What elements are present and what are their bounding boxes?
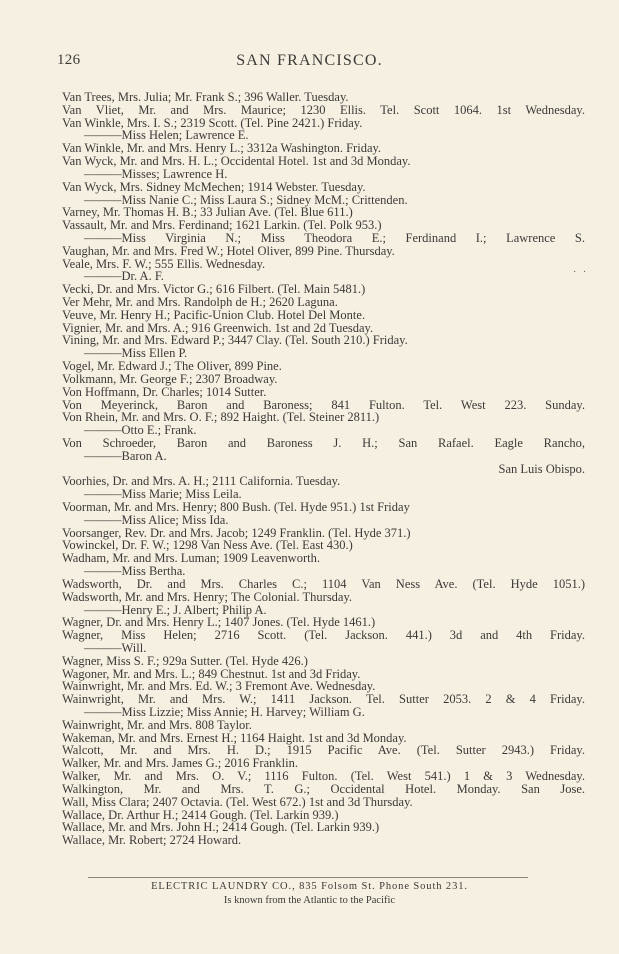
directory-entry-line: Vignier, Mr. and Mrs. A.; 916 Greenwich. 1st and 2d Tuesday. [62, 320, 374, 335]
directory-entry-line: Veale, Mrs. F. W.; 555 Ellis. Wednesday. [62, 256, 266, 271]
margin-dots: · · [573, 267, 589, 278]
page-number: 126 [57, 52, 81, 68]
directory-entry-line: ———Miss Lizzie; Miss Annie; H. Harvey; William G. [84, 705, 365, 719]
footer-divider [88, 877, 528, 878]
directory-entry-line: Vassault, Mr. and Mrs. Ferdinand; 1621 Larkin. (Tel. Polk 953.) [62, 218, 382, 233]
directory-entry-line: Wagoner, Mr. and Mrs. L.; 849 Chestnut. 1st and 3d Friday. [62, 666, 361, 681]
directory-entry-line: Varney, Mr. Thomas H. B.; 33 Julian Ave. (Tel. Blue 611.) [62, 205, 353, 220]
directory-entry-line: Walcott, Mr. and Mrs. H. D.; 1915 Pacific Ave. (Tel. Sutter 2943.) Friday. [62, 743, 585, 758]
directory-entry-line: ———Henry E.; J. Albert; Philip A. [84, 602, 267, 617]
directory-entry-line: Wainwright, Mr. and Mrs. Ed. W.; 3 Fremont Ave. Wednesday. [62, 679, 376, 694]
directory-entry-line: Wallace, Mr. and Mrs. John H.; 2414 Gough. (Tel. Larkin 939.) [62, 820, 380, 835]
directory-entry-line: Van Trees, Mrs. Julia; Mr. Frank S.; 396 Waller. Tuesday. [62, 90, 349, 104]
directory-entry-line: Vogel, Mr. Edward J.; The Oliver, 899 Pine. [62, 359, 282, 374]
directory-entry-line: Wagner, Miss Helen; 2716 Scott. (Tel. Jackson. 441.) 3d and 4th Friday. [62, 628, 585, 643]
directory-entry-line: ———Will. [84, 640, 147, 655]
directory-entry-line: ———Misses; Lawrence H. [84, 166, 228, 181]
directory-entry-line: Voorhies, Dr. and Mrs. A. H.; 2111 California. Tuesday. [62, 474, 341, 489]
directory-entry-line: Walker, Mr. and Mrs. O. V.; 1116 Fulton. (Tel. West 541.) 1 & 3 Wednesday. [62, 769, 585, 784]
directory-entry-line: Wakeman, Mr. and Mrs. Ernest H.; 1164 Haight. 1st and 3d Monday. [62, 730, 407, 745]
footer-company: ELECTRIC LAUNDRY CO., 835 Folsom St. Phone South 231. [151, 881, 468, 892]
page-header [0, 52, 619, 72]
directory-entry-line: Wallace, Mr. Robert; 2724 Howard. [62, 833, 242, 848]
directory-entry-line: ———Dr. A. F. [84, 269, 164, 284]
directory-entry-line: Wadsworth, Mr. and Mrs. Henry; The Colonial. Thursday. [62, 589, 353, 604]
directory-entry-line: Van Winkle, Mr. and Mrs. Henry L.; 3312a Washington. Friday. [62, 141, 382, 156]
directory-entry-line: Van Wyck, Mrs. Sidney McMechen; 1914 Webster. Tuesday. [62, 179, 366, 194]
directory-entry-line: Wall, Miss Clara; 2407 Octavia. (Tel. West 672.) 1st and 3d Thursday. [62, 794, 413, 809]
directory-entry-line: Von Rhein, Mr. and Mrs. O. F.; 892 Haight. (Tel. Steiner 2811.) [62, 410, 380, 425]
directory-entry-line: Van Wyck, Mr. and Mrs. H. L.; Occidental Hotel. 1st and 3d Monday. [62, 154, 411, 169]
page-title: SAN FRANCISCO. [236, 52, 383, 69]
directory-entry-line: Volkmann, Mr. George F.; 2307 Broadway. [62, 371, 278, 386]
directory-entry-line: Von Schroeder, Baron and Baroness J. H.; San Rafael. Eagle Rancho, [62, 435, 585, 450]
directory-entry-line: Wainwright, Mr. and Mrs. W.; 1411 Jackson. Tel. Sutter 2053. 2 & 4 Friday. [62, 692, 585, 707]
directory-entry-line: Vecki, Dr. and Mrs. Victor G.; 616 Filbert. (Tel. Main 5481.) [62, 282, 366, 297]
directory-entry-line: Wainwright, Mr. and Mrs. 808 Taylor. [62, 717, 252, 732]
directory-entry-line: Wadsworth, Dr. and Mrs. Charles C.; 1104 Van Ness Ave. (Tel. Hyde 1051.) [62, 576, 585, 591]
directory-entries [62, 91, 585, 847]
directory-entry-line: Van Winkle, Mrs. I. S.; 2319 Scott. (Tel. Pine 2421.) Friday. [62, 115, 363, 130]
directory-entry-line: ———Otto E.; Frank. [84, 423, 197, 438]
directory-entry-line: ———Baron A. [84, 448, 167, 463]
directory-entry-line: Vaughan, Mr. and Mrs. Fred W.; Hotel Oliver, 899 Pine. Thursday. [62, 243, 395, 258]
directory-entry-line: ———Miss Bertha. [84, 564, 186, 579]
directory-entry-line: ———Miss Marie; Miss Leila. [84, 487, 242, 502]
directory-entry-line: San Luis Obispo. [498, 461, 585, 476]
directory-entry-line: ———Miss Ellen P. [84, 346, 188, 361]
directory-entry-line: Walkington, Mr. and Mrs. T. G.; Occidental Hotel. Monday. San Jose. [62, 781, 585, 796]
directory-entry-line: Wagner, Dr. and Mrs. Henry L.; 1407 Jones. (Tel. Hyde 1461.) [62, 615, 376, 630]
directory-entry-line: ———Miss Alice; Miss Ida. [84, 512, 229, 527]
footer-advertisement [0, 880, 619, 908]
directory-entry-line: Wallace, Dr. Arthur H.; 2414 Gough. (Tel. Larkin 939.) [62, 807, 339, 822]
directory-entry-line: Voorsanger, Rev. Dr. and Mrs. Jacob; 1249 Franklin. (Tel. Hyde 371.) [62, 525, 411, 540]
directory-entry-line: Vining, Mr. and Mrs. Edward P.; 3447 Clay. (Tel. South 210.) Friday. [62, 333, 408, 348]
directory-entry-line: ———Miss Nanie C.; Miss Laura S.; Sidney McM.; Crittenden. [84, 192, 408, 207]
directory-entry-line: Wadham, Mr. and Mrs. Luman; 1909 Leavenworth. [62, 551, 320, 566]
directory-entry-line: ———Miss Virginia N.; Miss Theodora E.; Ferdinand I.; Lawrence S. [84, 230, 585, 245]
directory-entry-line: Walker, Mr. and Mrs. James G.; 2016 Franklin. [62, 756, 298, 771]
directory-entry-line: Vowinckel, Dr. F. W.; 1298 Van Ness Ave. (Tel. East 430.) [62, 538, 353, 553]
directory-entry-line: Von Meyerinck, Baron and Baroness; 841 Fulton. Tel. West 223. Sunday. [62, 397, 585, 412]
directory-entry-line: Von Hoffmann, Dr. Charles; 1014 Sutter. [62, 384, 267, 399]
directory-entry-line: ———Miss Helen; Lawrence E. [84, 128, 249, 143]
directory-entry-line: Veuve, Mr. Henry H.; Pacific-Union Club. Hotel Del Monte. [62, 307, 366, 322]
footer-slogan: Is known from the Atlantic to the Pacific [223, 895, 396, 906]
directory-entry-line: Van Vliet, Mr. and Mrs. Maurice; 1230 Ellis. Tel. Scott 1064. 1st Wednesday. [62, 102, 585, 117]
directory-entry-line: Wagner, Miss S. F.; 929a Sutter. (Tel. Hyde 426.) [62, 653, 308, 668]
directory-entry-line: Voorman, Mr. and Mrs. Henry; 800 Bush. (Tel. Hyde 951.) 1st Friday [62, 500, 410, 514]
directory-entry-line: Ver Mehr, Mr. and Mrs. Randolph de H.; 2620 Laguna. [62, 295, 338, 309]
